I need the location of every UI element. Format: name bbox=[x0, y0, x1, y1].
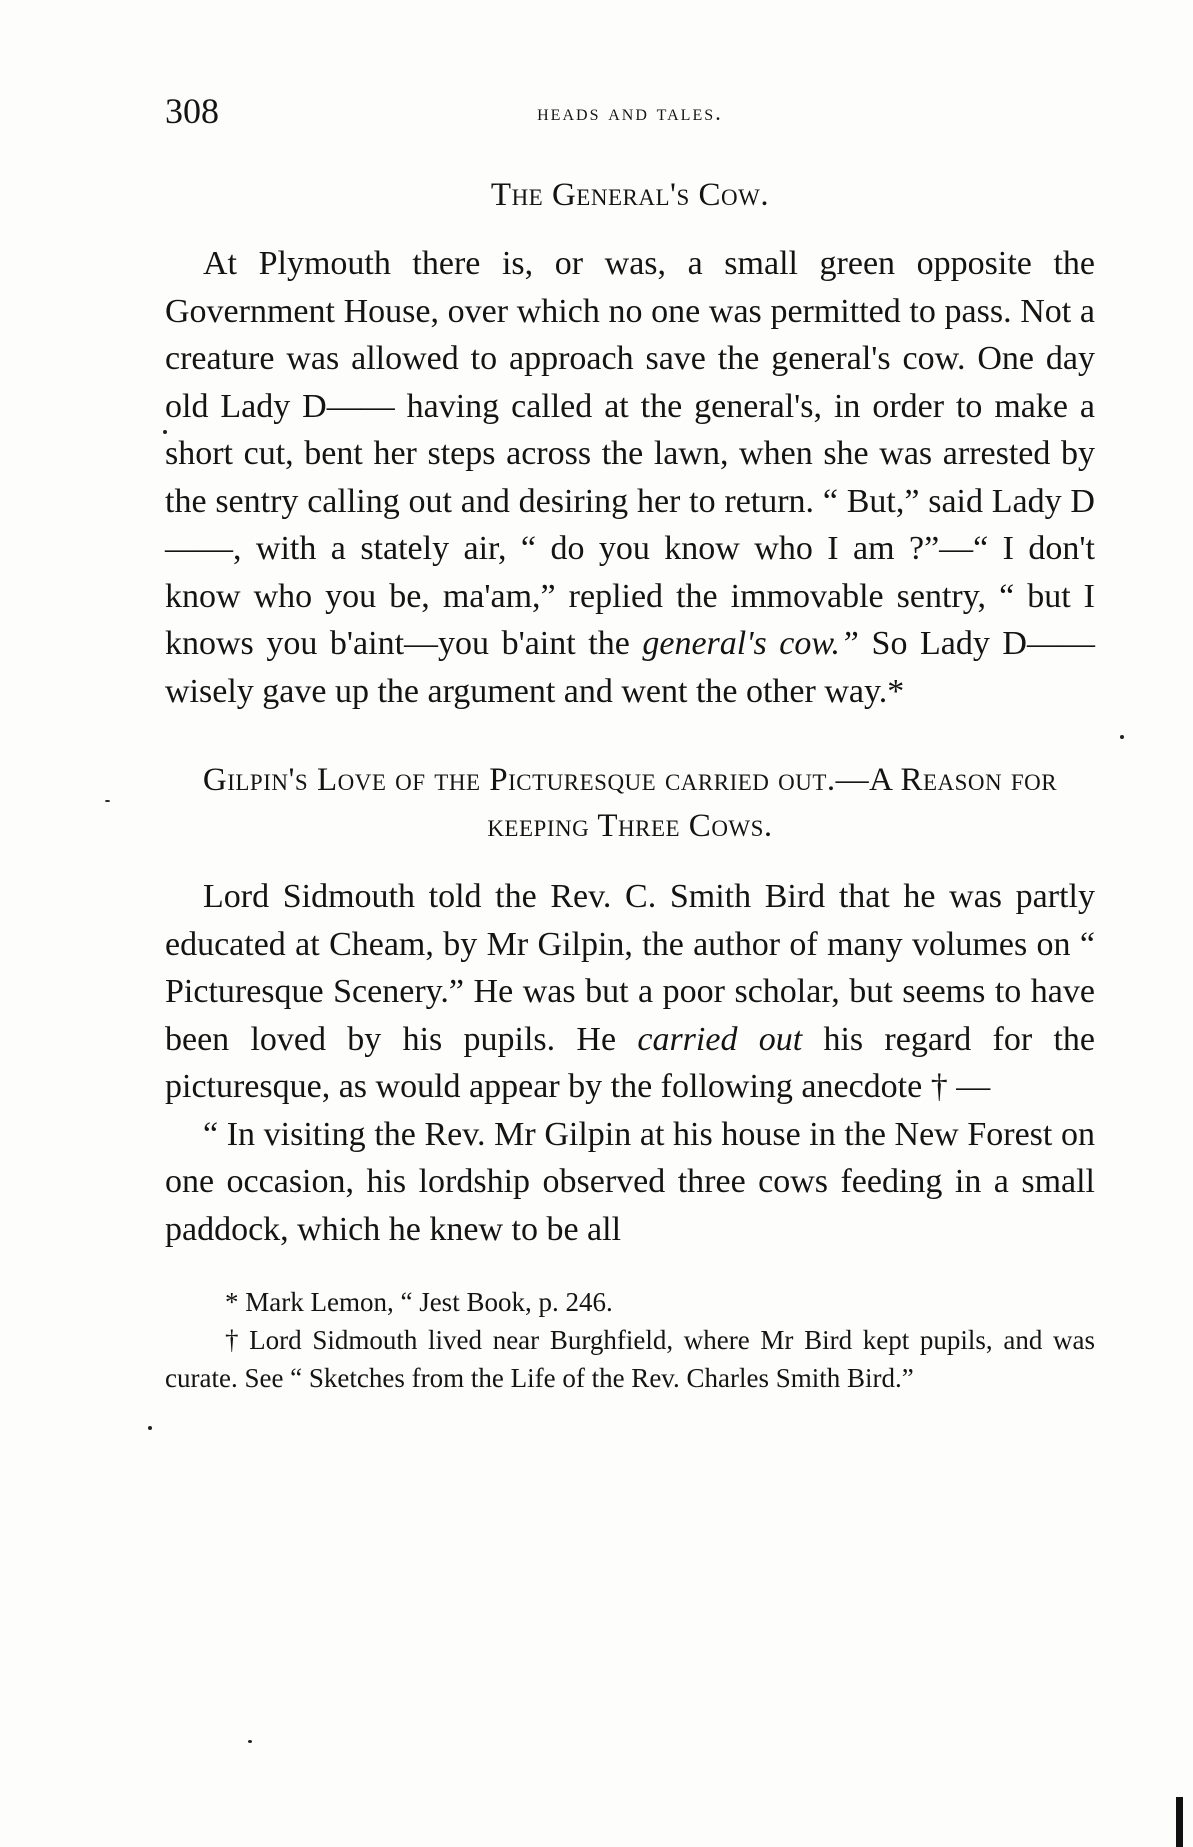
footnote-text: Mark Lemon, “ Jest Book, p. 246. bbox=[238, 1287, 613, 1317]
italic-phrase: carried out bbox=[637, 1020, 803, 1058]
section-heading-generals-cow: The General's Cow. bbox=[490, 177, 770, 213]
paragraph-lord-sidmouth bbox=[165, 873, 1095, 1111]
section-heading-gilpin: Gilpin's Love of the Picturesque carried out.—A Reason for keeping Three Cows. bbox=[202, 762, 1058, 844]
paragraph-text-end: his regard for the picturesque, as would appear by the following anecdote † — bbox=[165, 1020, 1095, 1105]
ink-speck bbox=[105, 800, 110, 802]
footnote-2 bbox=[165, 1321, 1095, 1397]
book-page bbox=[165, 90, 1095, 1397]
footnote-marker: * bbox=[225, 1287, 239, 1317]
page-number: 308 bbox=[165, 91, 219, 131]
page-edge-mark bbox=[1176, 1797, 1183, 1847]
footnote-1 bbox=[165, 1283, 1095, 1321]
paragraph-text: At Plymouth there is, or was, a small green opposite the Government House, over which no one was permitted to pass. Not a creature was allowed to approach save the general's cow. One day old Lady D—— having called at the general's, in order to make a short cut, bent her steps across the lawn, when she was arrested by the sentry calling out and desiring her to return. “ But,” said Lady D——, with a stately air, “ do you know who I am ?”—“ I don't know who you be, ma'am,” replied the immovable sentry, “ but I knows you b'aint—you b'aint the bbox=[165, 245, 1095, 662]
footnote-text: Lord Sidmouth lived near Burghfield, where Mr Bird kept pupils, and was curate. See “ Sketches from the Life of the Rev. Charles Smith Bird.” bbox=[165, 1325, 1095, 1393]
paragraph-generals-cow bbox=[165, 240, 1095, 715]
italic-phrase: general's cow.” bbox=[642, 625, 859, 662]
ink-speck bbox=[1120, 735, 1124, 739]
paragraph-text-end: So Lady D—— wisely gave up the argument and went the other way.* bbox=[165, 625, 1095, 710]
ink-speck bbox=[163, 430, 167, 434]
running-title: heads and tales. bbox=[537, 100, 723, 125]
footnotes bbox=[165, 1283, 1095, 1397]
ink-speck bbox=[148, 1426, 152, 1430]
paragraph-in-visiting: “ In visiting the Rev. Mr Gilpin at his house in the New Forest on one occasion, his lordship observed three cows feeding in a small paddock, which he knew to be all bbox=[165, 1115, 1095, 1248]
footnote-marker: † bbox=[225, 1325, 239, 1355]
paragraph-text: Lord Sidmouth told the Rev. C. Smith Bird that he was partly educated at Cheam, by Mr Gilpin, the author of many volumes on “ Picturesque Scenery.” He was but a poor scholar, but seems to have been loved by his pupils. He bbox=[165, 878, 1095, 1058]
running-head bbox=[165, 90, 1095, 150]
ink-speck bbox=[248, 1740, 252, 1743]
